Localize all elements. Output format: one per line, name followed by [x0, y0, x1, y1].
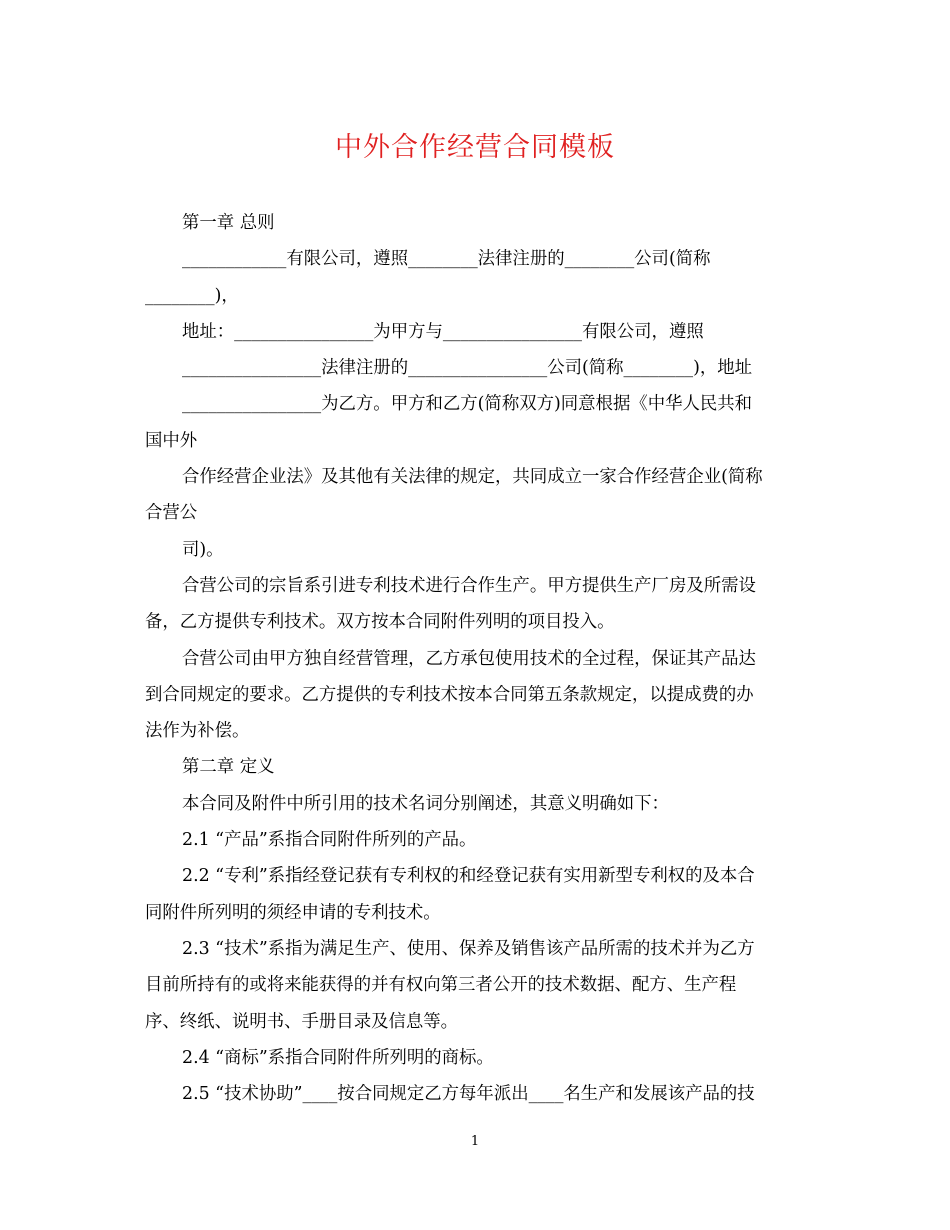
paragraph-line: ________________为乙方。甲方和乙方(简称双方)同意根据《中华人民共和: [182, 394, 753, 415]
clause-line: 2.2 “专利”系指经登记获有专利权的和经登记获有实用新型专利权的及本合: [182, 866, 755, 887]
paragraph-line: 司)。: [182, 539, 224, 560]
paragraph-line: 到合同规定的要求。乙方提供的专利技术按本合同第五条款规定，以提成费的办: [145, 684, 754, 705]
clause-line: 同附件所列明的须经申请的专利技术。: [145, 902, 441, 923]
paragraph-line: 国中外: [145, 430, 198, 451]
paragraph-line: 备，乙方提供专利技术。双方按本合同附件列明的项目投入。: [145, 612, 615, 633]
clause-line: 2.1 “产品”系指合同附件所列的产品。: [182, 830, 477, 851]
paragraph-line: 法作为补偿。: [145, 721, 250, 742]
paragraph-line: 合营公: [145, 503, 198, 524]
clause-line: 2.4 “商标”系指合同附件所列明的商标。: [182, 1047, 494, 1068]
paragraph-line: 合作经营企业法》及其他有关法律的规定，共同成立一家合作经营企业(简称: [182, 467, 763, 488]
paragraph-line: 地址：________________为甲方与________________有限公司，遵照: [182, 321, 704, 342]
paragraph-line: 合营公司由甲方独自经营管理，乙方承包使用技术的全过程，保证其产品达: [182, 648, 756, 669]
chapter-heading: 第二章 定义: [182, 757, 275, 778]
page-number: 1: [470, 1134, 480, 1149]
paragraph-line: ________)，: [145, 285, 239, 306]
paragraph-line: 本合同及附件中所引用的技术名词分别阐述，其意义明确如下：: [182, 793, 669, 814]
clause-line: 2.3 “技术”系指为满足生产、使用、保养及销售该产品所需的技术并为乙方: [182, 938, 755, 959]
paragraph-line: 合营公司的宗旨系引进专利技术进行合作生产。甲方提供生产厂房及所需设: [182, 575, 756, 596]
clause-line: 2.5 “技术协助”____按合同规定乙方每年派出____名生产和发展该产品的技: [182, 1084, 755, 1105]
clause-line: 目前所持有的或将来能获得的并有权向第三者公开的技术数据、配方、生产程: [145, 975, 737, 996]
document-title: 中外合作经营合同模板: [335, 132, 615, 163]
chapter-heading: 第一章 总则: [182, 213, 275, 233]
document-body: [145, 205, 810, 1112]
paragraph-line: ________________法律注册的________________公司(简称________)，地址: [182, 358, 753, 379]
clause-line: 序、终纸、说明书、手册目录及信息等。: [145, 1011, 459, 1032]
paragraph-line: ____________有限公司，遵照________法律注册的________公司(简称: [182, 249, 711, 270]
